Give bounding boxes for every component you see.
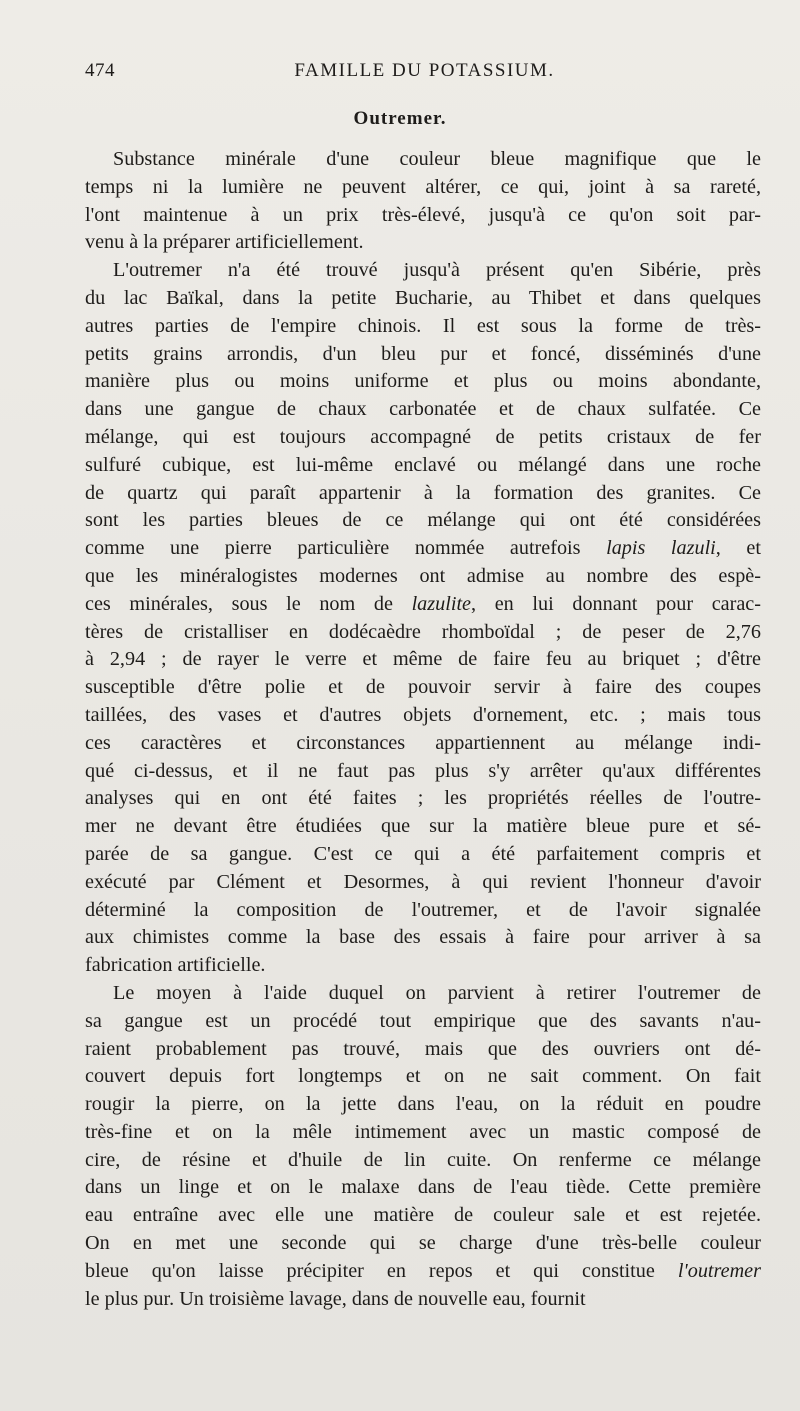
text-line: exécuté par Clément et Desormes, à qui revient l'honneur d'avoir xyxy=(85,870,761,893)
paragraph xyxy=(85,146,761,257)
text-segment: comme une pierre particulière nommée autrefois xyxy=(85,537,607,560)
italic-term: lapis lazuli xyxy=(606,537,716,560)
text-segment: ces minérales, sous le nom de xyxy=(85,592,412,615)
text-line: parée de sa gangue. C'est ce qui a été parfaitement compris et xyxy=(85,842,761,865)
text-line: On en met une seconde qui se charge d'une très-belle couleur xyxy=(85,1232,761,1255)
italic-term: l'outremer xyxy=(677,1259,761,1282)
text-line: couvert depuis fort longtemps et on ne sait comment. On fait xyxy=(85,1065,761,1088)
text-line: petits grains arrondis, d'un bleu pur et foncé, disséminés d'une xyxy=(85,342,761,365)
page-number: 474 xyxy=(85,60,115,81)
page-header xyxy=(85,60,764,88)
text-line: sa gangue est un procédé tout empirique que des savants n'au- xyxy=(85,1009,761,1032)
section-title: Outremer. xyxy=(353,108,447,129)
text-line: analyses qui en ont été faites ; les propriétés réelles de l'outre- xyxy=(85,787,761,810)
text-line: Substance minérale d'une couleur bleue magnifique que le xyxy=(113,148,761,170)
text-line: dans un linge et on le malaxe dans de l'eau tiède. Cette première xyxy=(85,1176,761,1199)
text-line xyxy=(85,1258,761,1286)
text-line: venu à la préparer artificiellement. xyxy=(85,231,364,254)
text-line: mer ne devant être étudiées que sur la matière bleue pure et sé- xyxy=(85,815,761,838)
text-line: déterminé la composition de l'outremer, et de l'avoir signalée xyxy=(85,898,761,921)
text-line: à 2,94 ; de rayer le verre et même de faire feu au briquet ; d'être xyxy=(85,648,761,671)
text-line: tères de cristalliser en dodécaèdre rhomboïdal ; de peser de 2,76 xyxy=(85,620,761,643)
text-line: très-fine et on la mêle intimement avec un mastic composé de xyxy=(85,1120,761,1143)
text-segment: bleue qu'on laisse précipiter en repos et qui constitue xyxy=(85,1259,678,1282)
text-line: qué ci-dessus, et il ne faut pas plus s'y arrêter qu'aux différentes xyxy=(85,759,761,782)
paragraph xyxy=(85,980,761,1314)
text-line: que les minéralogistes modernes ont admise au nombre des espè- xyxy=(85,564,761,587)
text-line: rougir la pierre, on la jette dans l'eau, on la réduit en poudre xyxy=(85,1093,761,1116)
text-line: ces caractères et circonstances appartiennent au mélange indi- xyxy=(85,731,761,754)
text-line: le plus pur. Un troisième lavage, dans de nouvelle eau, fournit xyxy=(85,1287,586,1310)
text-line: taillées, des vases et d'autres objets d'ornement, etc. ; mais tous xyxy=(85,703,761,726)
text-line: aux chimistes comme la base des essais à faire pour arriver à sa xyxy=(85,926,761,949)
text-line: L'outremer n'a été trouvé jusqu'à présent qu'en Sibérie, près xyxy=(113,259,761,282)
text-line: autres parties de l'empire chinois. Il est sous la forme de très- xyxy=(85,314,761,337)
text-line: sont les parties bleues de ce mélange qui ont été considérées xyxy=(85,509,761,532)
text-line: Le moyen à l'aide duquel on parvient à retirer l'outremer de xyxy=(113,981,761,1004)
text-line: raient probablement pas trouvé, mais que des ouvriers ont dé- xyxy=(85,1037,761,1060)
text-line: mélange, qui est toujours accompagné de petits cristaux de fer xyxy=(85,425,761,448)
text-line: cire, de résine et d'huile de lin cuite. On renferme ce mélange xyxy=(85,1148,761,1171)
text-line xyxy=(85,591,761,619)
text-line: l'ont maintenue à un prix très-élevé, jusqu'à ce qu'on soit par- xyxy=(85,203,761,226)
text-line: de quartz qui paraît appartenir à la formation des granites. Ce xyxy=(85,481,761,504)
text-line: susceptible d'être polie et de pouvoir servir à faire des coupes xyxy=(85,676,761,699)
paragraph xyxy=(85,257,761,980)
text-segment: , et xyxy=(715,537,761,560)
text-line: eau entraîne avec elle une matière de couleur sale et est rejetée. xyxy=(85,1204,761,1227)
text-line: du lac Baïkal, dans la petite Bucharie, au Thibet et dans quelques xyxy=(85,286,761,309)
italic-term: lazulite xyxy=(411,592,472,615)
running-title: FAMILLE DU POTASSIUM. xyxy=(294,60,555,81)
text-line: temps ni la lumière ne peuvent altérer, ce qui, joint à sa rareté, xyxy=(85,175,761,198)
text-segment: , en lui donnant pour carac- xyxy=(471,592,761,615)
text-line: fabrication artificielle. xyxy=(85,954,266,977)
text-line: sulfuré cubique, est lui-même enclavé ou mélangé dans une roche xyxy=(85,453,761,476)
body-text xyxy=(85,146,761,1313)
text-line: manière plus ou moins uniforme et plus ou moins abondante, xyxy=(85,370,761,393)
text-line xyxy=(85,535,761,563)
text-line: dans une gangue de chaux carbonatée et de chaux sulfatée. Ce xyxy=(85,398,761,421)
